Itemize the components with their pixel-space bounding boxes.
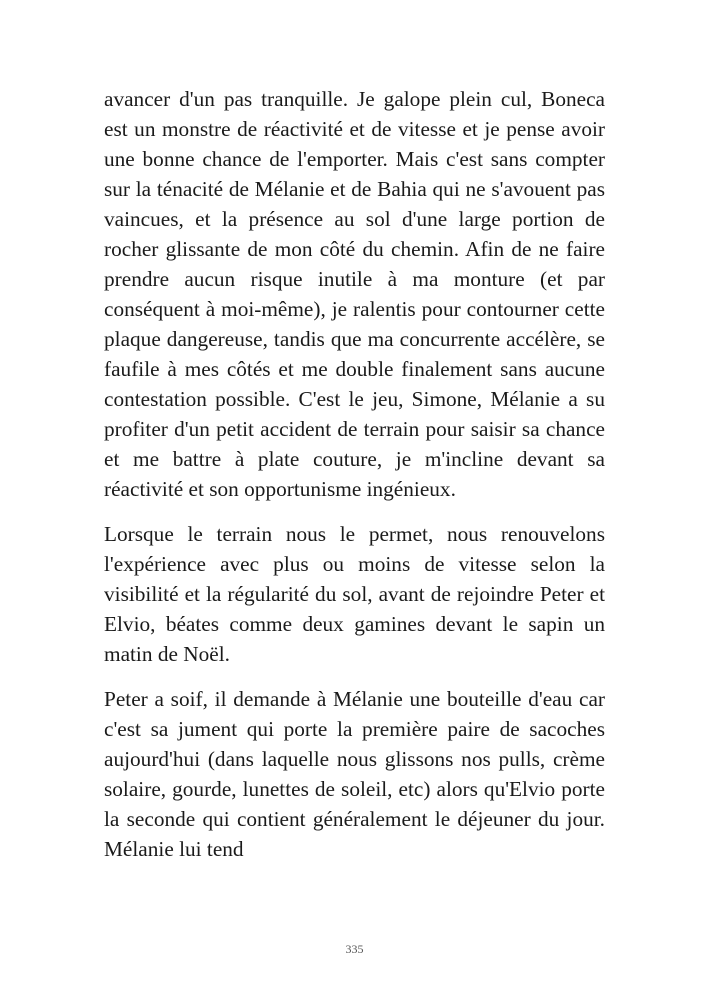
paragraph-2: Lorsque le terrain nous le permet, nous renouvelons l'expérience avec plus ou moins de vitesse selon la visibilité et la régularité du sol, avant de rejoindre Peter et Elvio, béates comme deux gamines devant le sapin un matin de Noël.	[104, 522, 605, 666]
page-number: 335	[345, 942, 364, 956]
body-text	[104, 84, 605, 879]
paragraph-3: Peter a soif, il demande à Mélanie une bouteille d'eau car c'est sa jument qui porte la première paire de sacoches aujourd'hui (dans laquelle nous glissons nos pulls, crème solaire, gourde, lunettes de soleil, etc) alors qu'Elvio porte la seconde qui contient généralement le déjeuner du jour. Mélanie lui tend	[104, 687, 605, 861]
paragraph-1: avancer d'un pas tranquille. Je galope plein cul, Boneca est un monstre de réactivité et de vitesse et je pense avoir une bonne chance de l'emporter. Mais c'est sans compter sur la ténacité de Mélanie et de Bahia qui ne s'avouent pas vaincues, et la présence au sol d'une large portion de rocher glissante de mon côté du chemin. Afin de ne faire prendre aucun risque inutile à ma monture (et par conséquent à moi-même), je ralentis pour contourner cette plaque dangereuse, tandis que ma concurrente accélère, se faufile à mes côtés et me double finalement sans aucune contestation possible. C'est le jeu, Simone, Mélanie a su profiter d'un petit accident de terrain pour saisir sa chance et me battre à plate couture, je m'incline devant sa réactivité et son opportunisme ingénieux.	[104, 87, 605, 501]
